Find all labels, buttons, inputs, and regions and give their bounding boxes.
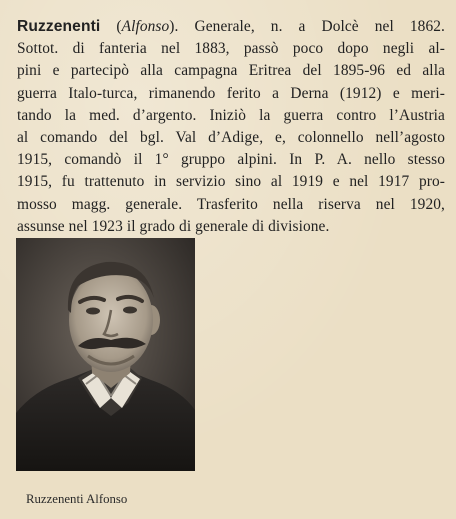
given-name-close: ). <box>169 18 179 35</box>
biography-entry <box>17 16 445 238</box>
entry-birth-info: Generale, n. a Dolcè nel 1862. <box>178 18 445 35</box>
entry-surname: Ruzzenenti <box>17 18 101 35</box>
entry-text-line: Sottot. di fanteria nel 1883, passò poco dopo negli al- <box>17 40 445 58</box>
entry-text-line: guerra Italo-turca, rimanendo ferito a Derna (1912) e meri- <box>17 84 445 102</box>
entry-text-line: 1915, comandò il 1° gruppo alpini. In P. A. nello stesso <box>17 151 445 169</box>
entry-text-line: al comando del bgl. Val d’Adige, e, colonnello nell’agosto <box>17 129 445 147</box>
entry-text-line: pini e partecipò alla campagna Eritrea del 1895-96 ed alla <box>17 62 445 80</box>
entry-text-line: 1915, fu trattenuto in servizio sino al 1919 e nel 1917 pro- <box>17 173 445 191</box>
entry-heading-line <box>17 16 445 38</box>
portrait-photo <box>16 238 195 471</box>
entry-given-name: Alfonso <box>121 18 170 35</box>
entry-text-line: assunse nel 1923 il grado di generale di divisione. <box>17 217 330 235</box>
given-name-open: ( <box>100 18 122 35</box>
entry-text-line: mosso magg. generale. Trasferito nella riserva nel 1920, <box>17 195 445 213</box>
entry-text-line: tando la med. d’argento. Iniziò la guerra contro l’Austria <box>17 106 445 124</box>
photo-caption: Ruzzenenti Alfonso <box>26 492 128 506</box>
